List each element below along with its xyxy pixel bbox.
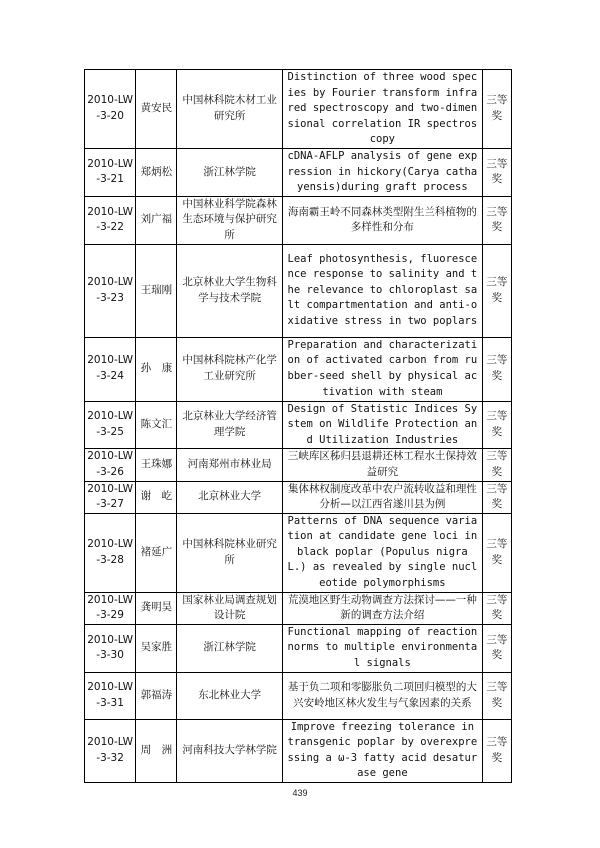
organization-cell: 浙江林学院 [177, 624, 282, 672]
organization-cell: 北京林业大学 [177, 481, 282, 513]
author-name-cell: 郑炳松 [136, 148, 177, 196]
project-id-cell: 2010-LW-3-30 [85, 624, 136, 672]
organization-cell: 中国林业科学院森林生态环境与保护研究所 [177, 196, 282, 244]
table-row [85, 672, 512, 719]
award-level-cell: 三等奖 [482, 624, 511, 672]
project-id-cell: 2010-LW-3-25 [85, 401, 136, 449]
paper-title-cell: 集体林权制度改革中农户流转收益和理性分析—以江西省遂川县为例 [282, 481, 482, 513]
author-name-cell: 刘广福 [136, 196, 177, 244]
table-row [85, 337, 512, 401]
award-level-cell: 三等奖 [482, 481, 511, 513]
author-name-cell: 黄安民 [136, 70, 177, 149]
table-row [85, 244, 512, 337]
table-row [85, 196, 512, 244]
project-id-cell: 2010-LW-3-23 [85, 244, 136, 337]
table-row [85, 624, 512, 672]
table-row [85, 70, 512, 149]
project-id-cell: 2010-LW-3-24 [85, 337, 136, 401]
project-id-cell: 2010-LW-3-26 [85, 449, 136, 481]
author-name-cell: 吴家胜 [136, 624, 177, 672]
paper-title-cell: Preparation and characterization of activated carbon from rubber-seed shell by physical activation with steam [282, 337, 482, 401]
paper-title-cell: Distinction of three wood species by Fourier transform infrared spectroscopy and two-dimensional correlation IR spectroscopy [282, 70, 482, 149]
paper-title-cell: 三峡库区秭归县退耕还林工程水土保持效益研究 [282, 449, 482, 481]
award-level-cell: 三等奖 [482, 592, 511, 624]
award-level-cell: 三等奖 [482, 148, 511, 196]
project-id-cell: 2010-LW-3-29 [85, 592, 136, 624]
paper-title-cell: Improve freezing tolerance in transgenic poplar by overexpressing a ω-3 fatty acid desaturase gene [282, 719, 482, 782]
project-id-cell: 2010-LW-3-32 [85, 719, 136, 782]
project-id-cell: 2010-LW-3-31 [85, 672, 136, 719]
author-name-cell: 周 洲 [136, 719, 177, 782]
organization-cell: 中国林科院林业研究所 [177, 513, 282, 592]
table-row [85, 449, 512, 481]
organization-cell: 北京林业大学生物科学与技术学院 [177, 244, 282, 337]
organization-cell: 北京林业大学经济管理学院 [177, 401, 282, 449]
award-level-cell: 三等奖 [482, 672, 511, 719]
organization-cell: 中国林科院林产化学工业研究所 [177, 337, 282, 401]
author-name-cell: 陈文汇 [136, 401, 177, 449]
organization-cell: 河南科技大学林学院 [177, 719, 282, 782]
table-row [85, 719, 512, 782]
paper-title-cell: Patterns of DNA sequence variation at candidate gene loci in black poplar (Populus nigra L.) as revealed by single nucleotide polymorphisms [282, 513, 482, 592]
award-level-cell: 三等奖 [482, 244, 511, 337]
awards-table-body [85, 70, 512, 783]
organization-cell: 东北林业大学 [177, 672, 282, 719]
author-name-cell: 郭福涛 [136, 672, 177, 719]
author-name-cell: 王瑞刚 [136, 244, 177, 337]
page-number: 439 [292, 788, 308, 798]
awards-table [84, 69, 512, 783]
project-id-cell: 2010-LW-3-28 [85, 513, 136, 592]
project-id-cell: 2010-LW-3-27 [85, 481, 136, 513]
table-row [85, 148, 512, 196]
project-id-cell: 2010-LW-3-21 [85, 148, 136, 196]
paper-title-cell: 荒漠地区野生动物调查方法探讨——一种新的调查方法介绍 [282, 592, 482, 624]
paper-title-cell: Functional mapping of reaction norms to multiple environmental signals [282, 624, 482, 672]
organization-cell: 河南郑州市林业局 [177, 449, 282, 481]
organization-cell: 浙江林学院 [177, 148, 282, 196]
author-name-cell: 孙 康 [136, 337, 177, 401]
table-row [85, 513, 512, 592]
award-level-cell: 三等奖 [482, 513, 511, 592]
award-level-cell: 三等奖 [482, 70, 511, 149]
paper-title-cell: Leaf photosynthesis, fluorescence response to salinity and the relevance to chloroplast salt compartmentation and anti-oxidative stress in two poplars [282, 244, 482, 337]
author-name-cell: 褚延广 [136, 513, 177, 592]
author-name-cell: 王珠娜 [136, 449, 177, 481]
award-level-cell: 三等奖 [482, 337, 511, 401]
author-name-cell: 龚明昊 [136, 592, 177, 624]
award-level-cell: 三等奖 [482, 449, 511, 481]
organization-cell: 国家林业局调查规划设计院 [177, 592, 282, 624]
table-row [85, 592, 512, 624]
author-name-cell: 谢 屹 [136, 481, 177, 513]
project-id-cell: 2010-LW-3-22 [85, 196, 136, 244]
table-row [85, 481, 512, 513]
project-id-cell: 2010-LW-3-20 [85, 70, 136, 149]
organization-cell: 中国林科院木材工业研究所 [177, 70, 282, 149]
award-level-cell: 三等奖 [482, 196, 511, 244]
paper-title-cell: Design of Statistic Indices System on Wildlife Protection and Utilization Industries [282, 401, 482, 449]
paper-title-cell: cDNA-AFLP analysis of gene expression in hickory(Carya cathayensis)during graft process [282, 148, 482, 196]
table-row [85, 401, 512, 449]
paper-title-cell: 基于负二项和零膨胀负二项回归模型的大兴安岭地区林火发生与气象因素的关系 [282, 672, 482, 719]
award-level-cell: 三等奖 [482, 401, 511, 449]
award-level-cell: 三等奖 [482, 719, 511, 782]
paper-title-cell: 海南霸王岭不同森林类型附生兰科植物的多样性和分布 [282, 196, 482, 244]
